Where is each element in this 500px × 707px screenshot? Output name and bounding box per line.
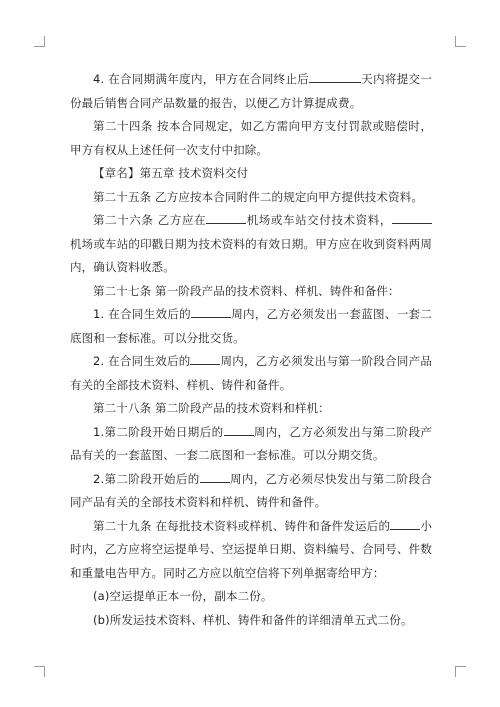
paragraph-text: (b)所发运技术资料、样机、铸件和备件的详细清单五式二份。: [93, 612, 413, 627]
paragraph-text: 第二十九条 在每批技术资料或样机、铸件和备件发运后的: [93, 518, 391, 533]
paragraph-text: 2. 在合同生效后的: [93, 354, 191, 368]
paragraph-text: 周内，乙方必须尽快发出与第二阶段合同产品有关的全部技术资料和样机、铸件和备件。: [70, 471, 432, 509]
fill-in-blank: [200, 470, 230, 483]
paragraph-text: 机场或车站交付技术资料，: [246, 213, 392, 227]
paragraph-text: 1.第二阶段开始日期后的: [93, 424, 224, 439]
paragraph-text: 周内，乙方必须发出一套蓝图、一套二底图和一套标准。可以分批交货。: [70, 307, 432, 345]
fill-in-blank: [309, 70, 361, 83]
paragraph-text: 机场或车站的印戳日期为技术资料的有效日期。甲方应在收到资料两周内，确认资料收悉。: [70, 236, 432, 274]
fill-in-blank: [191, 305, 231, 318]
paragraph-text: 天内将提交一份最后销售合同产品数量的报告，以便乙方计算提成费。: [70, 72, 432, 110]
document-body[interactable]: [70, 68, 432, 632]
paragraph: [70, 209, 432, 280]
fill-in-blank: [224, 423, 254, 436]
paragraph-text: 周内，乙方必须发出与第一阶段合同产品有关的全部技术资料、样机、铸件和备件。: [70, 354, 432, 392]
paragraph-text: 第二十八条 第二阶段产品的技术资料和样机：: [93, 401, 330, 415]
paragraph-text: 第二十六条 乙方应在: [93, 213, 207, 227]
paragraph-text: 第二十五条 乙方应按本合同附件二的规定向甲方提供技术资料。: [93, 189, 424, 204]
paragraph: [70, 609, 432, 633]
fill-in-blank: [190, 352, 220, 365]
crop-mark-top-left: [34, 36, 45, 47]
paragraph-text: 第二十七条 第一阶段产品的技术资料、样机、铸件和备件：: [93, 283, 400, 298]
paragraph: [70, 280, 432, 304]
crop-mark-bottom-left: [34, 666, 45, 677]
paragraph-text: 小时内，乙方应将空运提单号、空运提单日期、资料编号、合同号、件数和重量电告甲方。同时乙方应以航空信将下列单据寄给甲方：: [70, 518, 432, 580]
crop-mark-bottom-right: [455, 666, 466, 677]
paragraph-text: 1. 在合同生效后的: [93, 307, 192, 321]
paragraph-text: 【章名】第五章 技术资料交付: [93, 166, 249, 180]
paragraph: [70, 350, 432, 397]
crop-mark-top-right: [455, 36, 466, 47]
paragraph-text: 4. 在合同期满年度内，甲方在合同终止后: [93, 72, 310, 86]
paragraph: [70, 115, 432, 162]
paragraph: [70, 303, 432, 350]
fill-in-blank: [390, 517, 420, 530]
paragraph-text: 第二十四条 按本合同规定，如乙方需向甲方支付罚款或赔偿时，甲方有权从上述任何一次支付中扣除。: [70, 119, 432, 157]
paragraph: [70, 397, 432, 421]
paragraph-text: 2.第二阶段开始后的: [93, 471, 200, 486]
paragraph: [70, 162, 432, 186]
paragraph: [70, 421, 432, 468]
paragraph: [70, 585, 432, 609]
paragraph-text: 周内，乙方必须发出与第二阶段产品有关的一套蓝图、一套二底图和一套标准。可以分期交货。: [70, 424, 432, 462]
paragraph: [70, 68, 432, 115]
paragraph: [70, 468, 432, 515]
paragraph: [70, 186, 432, 210]
fill-in-blank: [206, 211, 246, 224]
fill-in-blank: [392, 211, 432, 224]
paragraph: [70, 515, 432, 586]
paragraph-text: (a)空运提单正本一份，副本二份。: [93, 589, 273, 603]
